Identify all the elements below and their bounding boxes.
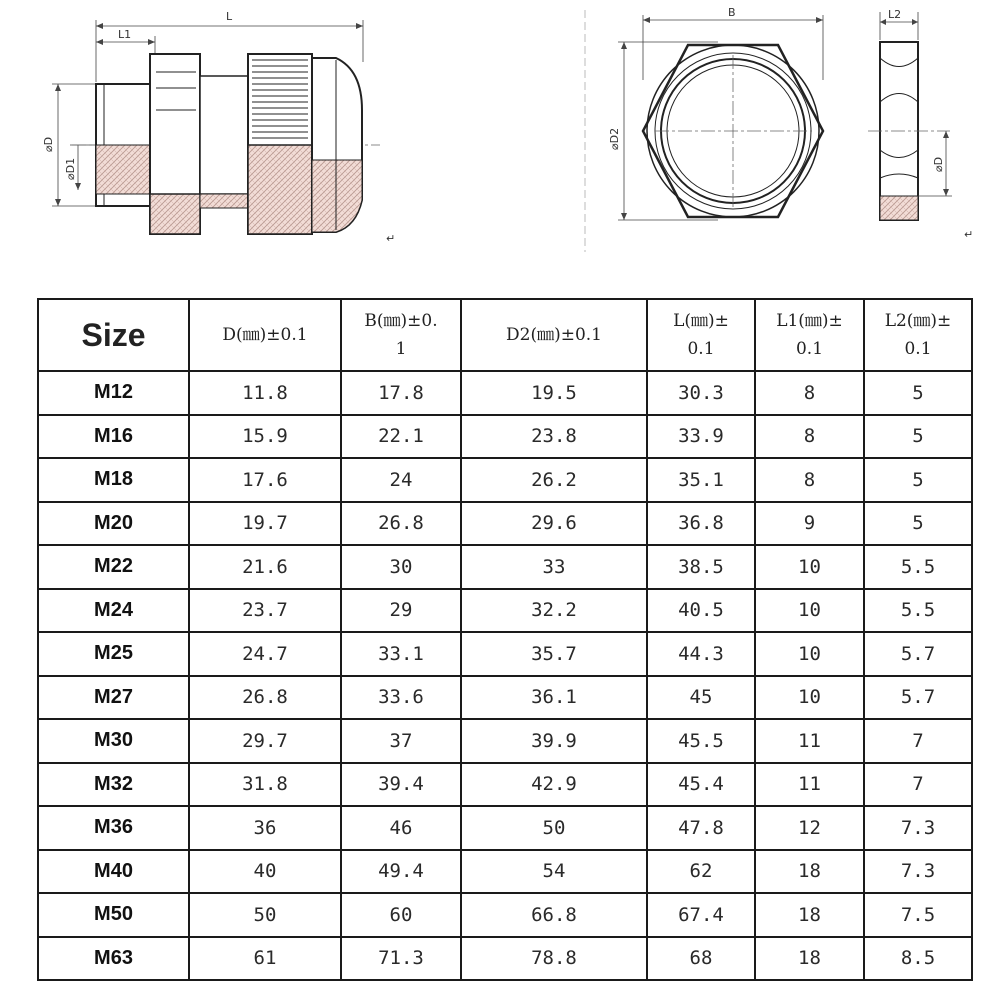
dim-label-b: B: [728, 6, 736, 19]
cell-b: 22.1: [341, 415, 461, 459]
header-d2: D2(㎜)±0.1: [461, 299, 647, 371]
header-l1: [755, 299, 864, 371]
cell-b: 71.3: [341, 937, 461, 981]
nut-side-view: [868, 8, 973, 241]
cell-size: M63: [38, 937, 189, 981]
header-l-line2: 0.1: [687, 339, 715, 359]
cell-size: M50: [38, 893, 189, 937]
cell-l2: 5: [864, 415, 972, 459]
table-body: [38, 371, 972, 980]
cell-l2: 7: [864, 719, 972, 763]
table-row: [38, 937, 972, 981]
header-b-line2: 1: [395, 339, 407, 359]
cell-d: 29.7: [189, 719, 341, 763]
cell-l: 62: [647, 850, 755, 894]
cell-d: 19.7: [189, 502, 341, 546]
table-header-row: [38, 299, 972, 371]
table-row: [38, 415, 972, 459]
cell-l1: 10: [755, 676, 864, 720]
cell-l1: 8: [755, 371, 864, 415]
cell-b: 30: [341, 545, 461, 589]
header-l-line1: L(㎜)±: [673, 311, 729, 331]
table-row: [38, 589, 972, 633]
cell-d2: 36.1: [461, 676, 647, 720]
cell-l1: 8: [755, 415, 864, 459]
header-b: [341, 299, 461, 371]
cell-d: 31.8: [189, 763, 341, 807]
cell-d: 40: [189, 850, 341, 894]
table-row: [38, 545, 972, 589]
header-size: Size: [38, 299, 189, 371]
cell-l: 36.8: [647, 502, 755, 546]
dim-label-l2: L2: [888, 8, 902, 21]
cell-l2: 7: [864, 763, 972, 807]
cell-size: M24: [38, 589, 189, 633]
cell-size: M16: [38, 415, 189, 459]
cell-size: M32: [38, 763, 189, 807]
dimension-table: [37, 298, 973, 981]
cell-l: 35.1: [647, 458, 755, 502]
cell-d2: 39.9: [461, 719, 647, 763]
cell-d2: 42.9: [461, 763, 647, 807]
cell-l2: 5: [864, 371, 972, 415]
table-row: [38, 676, 972, 720]
cell-d2: 29.6: [461, 502, 647, 546]
cell-l: 67.4: [647, 893, 755, 937]
cell-l1: 12: [755, 806, 864, 850]
cell-l1: 18: [755, 893, 864, 937]
dim-label-l: L: [226, 10, 233, 23]
cell-d2: 54: [461, 850, 647, 894]
cell-l1: 10: [755, 589, 864, 633]
header-l2: [864, 299, 972, 371]
cell-l2: 5: [864, 502, 972, 546]
technical-drawings: [0, 0, 1002, 280]
cell-size: M27: [38, 676, 189, 720]
cell-d: 11.8: [189, 371, 341, 415]
cell-b: 33.1: [341, 632, 461, 676]
dim-label-nut-d: ⌀D: [932, 156, 945, 172]
cell-d: 17.6: [189, 458, 341, 502]
cell-b: 24: [341, 458, 461, 502]
cell-d2: 32.2: [461, 589, 647, 633]
header-l2-line1: L2(㎜)±: [884, 311, 952, 331]
cell-d2: 78.8: [461, 937, 647, 981]
cell-d: 61: [189, 937, 341, 981]
cell-l: 45: [647, 676, 755, 720]
cell-l: 33.9: [647, 415, 755, 459]
header-d: D(㎜)±0.1: [189, 299, 341, 371]
cell-d: 24.7: [189, 632, 341, 676]
header-l1-line2: 0.1: [795, 339, 824, 359]
return-mark-left: ↵: [386, 232, 396, 245]
cell-d: 21.6: [189, 545, 341, 589]
cell-l2: 5.5: [864, 545, 972, 589]
cell-l2: 7.5: [864, 893, 972, 937]
table-row: [38, 806, 972, 850]
cell-d2: 19.5: [461, 371, 647, 415]
table-row: [38, 502, 972, 546]
cell-l1: 18: [755, 850, 864, 894]
cell-size: M36: [38, 806, 189, 850]
cell-l: 68: [647, 937, 755, 981]
cell-size: M22: [38, 545, 189, 589]
cell-b: 60: [341, 893, 461, 937]
cell-b: 39.4: [341, 763, 461, 807]
table-row: [38, 893, 972, 937]
cell-d2: 66.8: [461, 893, 647, 937]
table-row: [38, 719, 972, 763]
cell-l2: 7.3: [864, 806, 972, 850]
return-mark-right: ↵: [964, 228, 974, 241]
cell-l: 45.5: [647, 719, 755, 763]
cell-l2: 5.7: [864, 676, 972, 720]
cell-d: 50: [189, 893, 341, 937]
dim-label-d2: ⌀D2: [608, 127, 621, 150]
cell-l1: 8: [755, 458, 864, 502]
cell-b: 46: [341, 806, 461, 850]
dim-label-d: ⌀D: [42, 136, 55, 152]
cell-l2: 5: [864, 458, 972, 502]
cell-size: M40: [38, 850, 189, 894]
cell-l1: 18: [755, 937, 864, 981]
cell-l2: 7.3: [864, 850, 972, 894]
cell-b: 33.6: [341, 676, 461, 720]
cell-d: 26.8: [189, 676, 341, 720]
gland-side-view: [42, 10, 395, 245]
cell-d: 36: [189, 806, 341, 850]
cell-d2: 23.8: [461, 415, 647, 459]
cell-size: M30: [38, 719, 189, 763]
cell-l2: 5.5: [864, 589, 972, 633]
cell-b: 17.8: [341, 371, 461, 415]
header-l: [647, 299, 755, 371]
cell-l2: 5.7: [864, 632, 972, 676]
cell-l1: 10: [755, 545, 864, 589]
hex-front-view: [608, 6, 823, 220]
cell-size: M20: [38, 502, 189, 546]
cell-l: 38.5: [647, 545, 755, 589]
cell-size: M18: [38, 458, 189, 502]
cell-l2: 8.5: [864, 937, 972, 981]
cell-b: 49.4: [341, 850, 461, 894]
cell-l1: 11: [755, 763, 864, 807]
cell-d2: 33: [461, 545, 647, 589]
table-row: [38, 850, 972, 894]
cell-l: 44.3: [647, 632, 755, 676]
cell-l1: 11: [755, 719, 864, 763]
cell-d: 23.7: [189, 589, 341, 633]
cell-d: 15.9: [189, 415, 341, 459]
cell-l: 30.3: [647, 371, 755, 415]
table-row: [38, 632, 972, 676]
dim-label-l1: L1: [118, 28, 132, 41]
cell-b: 29: [341, 589, 461, 633]
cell-d2: 35.7: [461, 632, 647, 676]
cell-d2: 26.2: [461, 458, 647, 502]
table-row: [38, 763, 972, 807]
cell-l1: 9: [755, 502, 864, 546]
cell-size: M12: [38, 371, 189, 415]
header-l1-line1: L1(㎜)±: [776, 311, 843, 331]
cell-l1: 10: [755, 632, 864, 676]
cell-b: 26.8: [341, 502, 461, 546]
cell-size: M25: [38, 632, 189, 676]
table-row: [38, 371, 972, 415]
cell-b: 37: [341, 719, 461, 763]
cell-l: 47.8: [647, 806, 755, 850]
header-b-line1: B(㎜)±0.: [364, 311, 438, 331]
header-l2-line2: 0.1: [904, 339, 932, 359]
cell-l: 45.4: [647, 763, 755, 807]
cell-d2: 50: [461, 806, 647, 850]
dim-label-d1: ⌀D1: [64, 157, 77, 180]
cell-l: 40.5: [647, 589, 755, 633]
table-row: [38, 458, 972, 502]
